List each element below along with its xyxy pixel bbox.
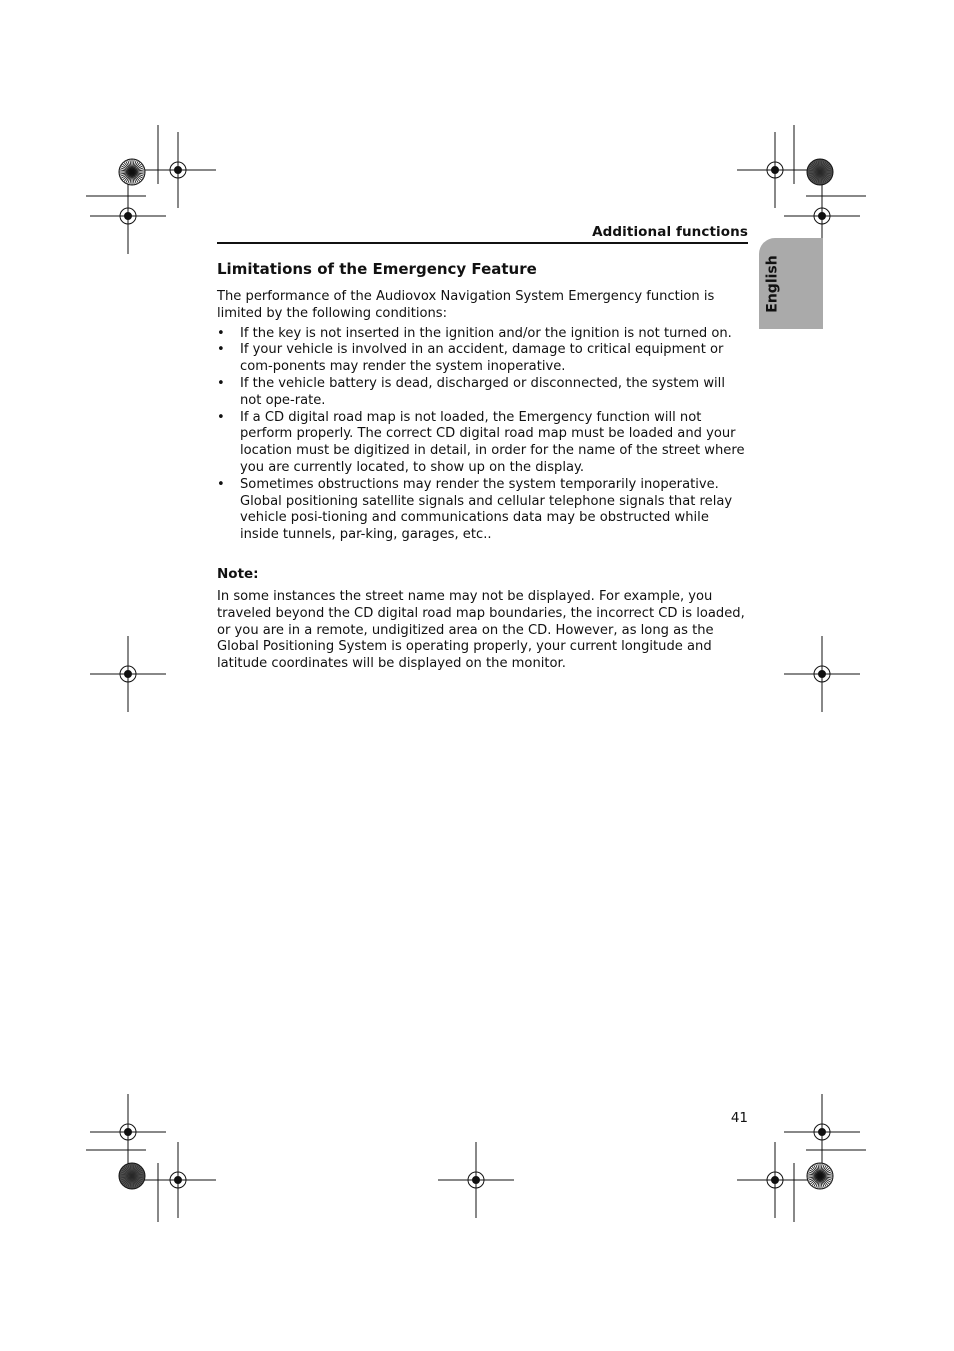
list-item xyxy=(217,477,750,544)
section-title: Limitations of the Emergency Feature xyxy=(217,260,537,278)
list-item-text: If your vehicle is involved in an accident, damage to critical equipment or com-ponents may render the system inoperative. xyxy=(240,342,724,375)
registration-mark-icon xyxy=(140,1142,216,1218)
list-item-text: If the vehicle battery is dead, discharged or disconnected, the system will not ope-rate. xyxy=(240,375,725,408)
registration-mark-icon xyxy=(438,1142,514,1218)
list-item-text: If a CD digital road map is not loaded, the Emergency function will not perform properly. The correct CD digital road map must be loaded and your location must be digitized in detail, in order for the name of the street where you are currently located, to show up on the display. xyxy=(240,409,745,475)
list-item-text: If the key is not inserted in the ignition and/or the ignition is not turned on. xyxy=(240,325,732,341)
bullet-icon: • xyxy=(217,476,225,492)
bullet-icon: • xyxy=(217,342,225,358)
section-intro: The performance of the Audiovox Navigation System Emergency function is limited by the following conditions: xyxy=(217,289,715,321)
list-item xyxy=(217,326,750,343)
registration-mark-icon xyxy=(737,1142,813,1218)
conditions-list xyxy=(217,326,750,544)
registration-mark-icon xyxy=(140,132,216,208)
note-title: Note: xyxy=(217,565,259,582)
list-item xyxy=(217,410,750,477)
list-item xyxy=(217,342,750,376)
language-tab-label: English xyxy=(765,255,782,313)
color-target-icon xyxy=(119,159,145,185)
color-target-icon xyxy=(807,159,833,185)
page-content xyxy=(217,259,750,673)
registration-mark-icon xyxy=(784,636,860,712)
bullet-icon: • xyxy=(217,375,225,391)
running-header-title: Additional functions xyxy=(592,224,748,240)
list-item-text: Sometimes obstructions may render the system temporarily inoperative. Global positioning satellite signals and cellular telephone signals that relay vehicle posi-tioning and communications data may be obstructed while inside tunnels, par-king, garages, etc.. xyxy=(240,476,733,543)
note-text: In some instances the street name may not be displayed. For example, you traveled beyond the CD digital road map boundaries, the incorrect CD is loaded, or you are in a remote, undigitized area on the CD. However, as long as the Global Positioning System is operating properly, your current longitude and latitude coordinates will be displayed on the monitor. xyxy=(217,588,745,672)
bullet-icon: • xyxy=(217,325,225,341)
color-target-icon xyxy=(119,1163,145,1189)
color-target-icon xyxy=(807,1163,833,1189)
registration-mark-icon xyxy=(90,1094,166,1170)
bullet-icon: • xyxy=(217,409,225,425)
registration-mark-icon xyxy=(784,1094,860,1170)
page-number: 41 xyxy=(730,1110,748,1126)
list-item xyxy=(217,376,750,410)
header-rule xyxy=(217,242,748,244)
language-tab-label-wrap xyxy=(763,256,783,312)
registration-mark-icon xyxy=(737,132,813,208)
registration-mark-icon xyxy=(90,178,166,254)
registration-mark-icon xyxy=(90,636,166,712)
